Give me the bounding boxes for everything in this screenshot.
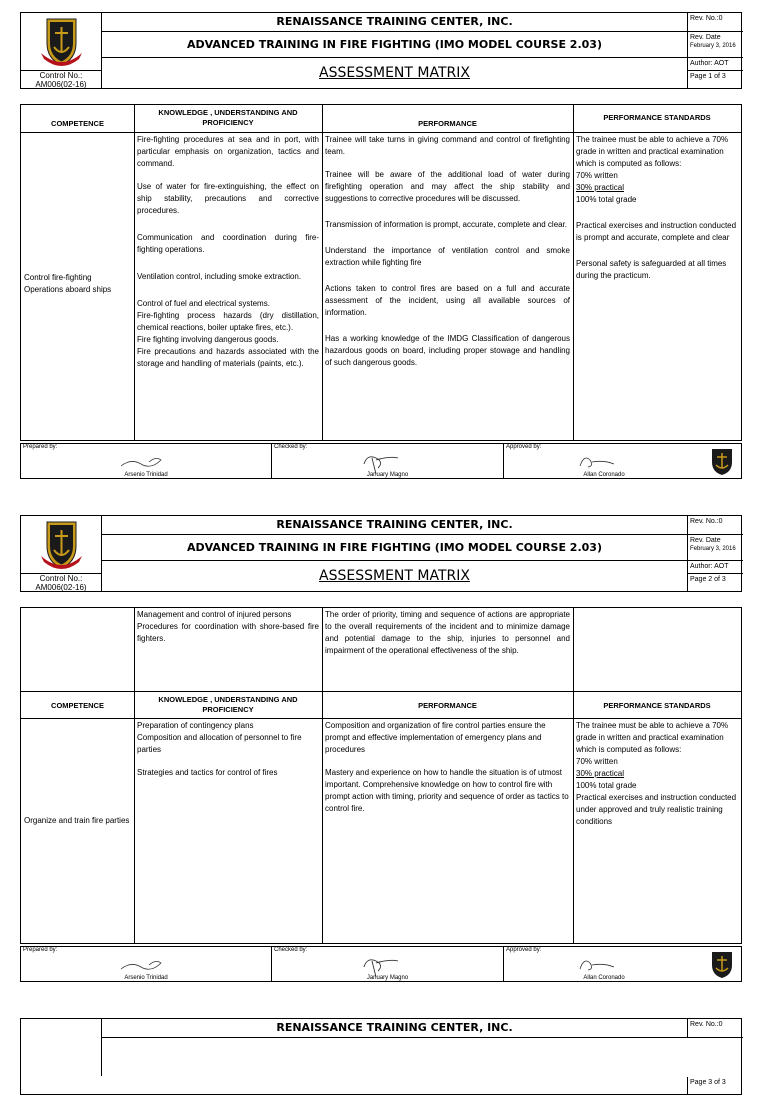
page-header: [20, 515, 742, 592]
knowledge-cell: [134, 133, 322, 371]
rev-date: Rev. Date February 3, 2016: [687, 32, 743, 58]
knowledge-item: Ventilation control, including smoke extraction.: [137, 272, 302, 281]
signature-footer: [20, 946, 742, 982]
standards-intro: The trainee must be able to achieve a 70% grade in written and practical examination which is computed as follows:: [576, 721, 729, 754]
standards-exercises: Practical exercises and instruction conducted is prompt and accurate, complete and clear: [576, 221, 737, 242]
company-logo: [21, 516, 102, 573]
prepared-label: Prepared by:: [23, 444, 58, 450]
approved-signature: [504, 955, 704, 973]
page-number: Page 3 of 3: [687, 1077, 743, 1095]
knowledge-item: Fire-fighting procedures at sea and in port, with particular emphasis on organization, tactics and command.: [137, 135, 319, 168]
signature-footer: [20, 443, 742, 479]
company-seal: [707, 949, 737, 979]
checked-signature: [272, 452, 504, 470]
author: Author: AOT: [687, 561, 743, 574]
knowledge-item: Management and control of injured persons: [137, 610, 292, 619]
standards-total: 100% total grade: [576, 195, 637, 204]
standards-practical: 30% practical: [576, 769, 625, 778]
page-number: Page 2 of 3: [687, 574, 743, 592]
document-page-2: [20, 515, 742, 985]
page-header: [20, 12, 742, 89]
performance-item: Trainee will take turns in giving command and control of firefighting team.: [325, 135, 570, 156]
knowledge-item: Strategies and tactics for control of fires: [137, 768, 278, 777]
checked-name: January Magno: [366, 472, 409, 478]
performance-item: Transmission of information is prompt, accurate, complete and clear.: [325, 220, 568, 229]
course-title: ADVANCED TRAINING IN FIRE FIGHTING (IMO MODEL COURSE 2.03): [102, 32, 687, 58]
document-page-1: [20, 12, 742, 480]
approved-name: Allan Coronado: [583, 472, 625, 478]
prepared-signature: [21, 452, 271, 470]
approved-label: Approved by:: [506, 947, 542, 953]
approved-label: Approved by:: [506, 444, 542, 450]
company-name: RENAISSANCE TRAINING CENTER, INC.: [102, 516, 687, 535]
rev-no: Rev. No.:0: [687, 1019, 743, 1038]
document-title: ASSESSMENT MATRIX: [319, 65, 470, 81]
standards-practical: 30% practical: [576, 183, 625, 192]
knowledge-cell: [134, 719, 322, 780]
rev-no: Rev. No.:0: [687, 516, 743, 535]
standards-total: 100% total grade: [576, 781, 637, 790]
checked-signature: [272, 955, 504, 973]
assessment-table: [20, 104, 742, 441]
performance-cell-continued: The order of priority, timing and sequence of actions are appropriate to the overall requirements of the incident and to minimize damage and potential damage to the ship, injuries to personnel and impairment of the operational effectiveness of the ship.: [325, 610, 570, 655]
col-standards: PERFORMANCE STANDARDS: [603, 701, 711, 710]
col-knowledge: KNOWLEDGE , UNDERSTANDING AND PROFICIENCY: [158, 695, 298, 714]
standards-cell: [573, 719, 741, 829]
knowledge-item: Procedures for coordination with shore-based fire fighters.: [137, 622, 319, 643]
performance-item: Composition and organization of fire control parties ensure the prompt and effective implementation of emergency plans and procedures: [325, 721, 546, 754]
assessment-table: [20, 607, 742, 944]
standards-written: 70% written: [576, 171, 618, 180]
competence-cell: Control fire-fighting Operations aboard ships: [24, 273, 112, 294]
performance-cell: [322, 133, 573, 370]
col-competence: COMPETENCE: [51, 701, 104, 710]
performance-item: Understand the importance of ventilation control and smoke extraction while fighting fire: [325, 246, 570, 267]
page-header: [20, 1018, 742, 1095]
checked-label: Checked by:: [274, 947, 308, 953]
prepared-name: Arsenio Trinidad: [124, 975, 168, 981]
standards-exercises: Practical exercises and instruction conducted under approved and truly realistic training conditions: [576, 793, 737, 826]
performance-item: Actions taken to control fires are based on a full and accurate assessment of the incident, using all available sources of information.: [325, 284, 570, 317]
approved-signature: [504, 452, 704, 470]
knowledge-item: Fire precautions and hazards associated with the storage and handling of materials (paints, etc.).: [137, 347, 319, 368]
col-performance: PERFORMANCE: [418, 701, 477, 710]
author: Author: AOT: [687, 58, 743, 71]
standards-safety: Personal safety is safeguarded at all times during the practicum.: [576, 259, 727, 280]
standards-cell: [573, 133, 741, 283]
col-standards: PERFORMANCE STANDARDS: [603, 113, 711, 122]
control-number: Control No.: AM006(02-16): [21, 573, 102, 592]
competence-cell: Organize and train fire parties: [24, 816, 130, 825]
knowledge-item: Communication and coordination during fire-fighting operations.: [137, 233, 319, 254]
document-page-3: [20, 1018, 742, 1086]
checked-label: Checked by:: [274, 444, 308, 450]
standards-intro: The trainee must be able to achieve a 70% grade in written and practical examination which is computed as follows:: [576, 135, 729, 168]
page-number: Page 1 of 3: [687, 71, 743, 89]
prepared-name: Arsenio Trinidad: [124, 472, 168, 478]
checked-name: January Magno: [366, 975, 409, 981]
course-title: ADVANCED TRAINING IN FIRE FIGHTING (IMO MODEL COURSE 2.03): [102, 535, 687, 561]
standards-written: 70% written: [576, 757, 618, 766]
approved-name: Allan Coronado: [583, 975, 625, 981]
rev-no: Rev. No.:0: [687, 13, 743, 32]
col-performance: PERFORMANCE: [418, 119, 477, 128]
col-knowledge: KNOWLEDGE , UNDERSTANDING AND PROFICIENCY: [158, 108, 298, 127]
performance-cell: [322, 719, 573, 816]
knowledge-item: Fire-fighting process hazards (dry distillation, chemical reactions, boiler uptake fires, etc.).: [137, 311, 319, 332]
knowledge-item: Control of fuel and electrical systems.: [137, 299, 270, 308]
prepared-signature: [21, 955, 271, 973]
knowledge-item: Fire fighting involving dangerous goods.: [137, 335, 279, 344]
company-name: RENAISSANCE TRAINING CENTER, INC.: [102, 1019, 687, 1038]
company-name: RENAISSANCE TRAINING CENTER, INC.: [102, 13, 687, 32]
knowledge-item: Preparation of contingency plans: [137, 721, 254, 730]
document-title: ASSESSMENT MATRIX: [319, 568, 470, 584]
knowledge-item: Composition and allocation of personnel to fire parties: [137, 733, 302, 754]
knowledge-cell-continued: [134, 608, 322, 646]
performance-item: Trainee will be aware of the additional load of water during firefighting operation and may affect the ship stability and suggestions to corrective procedures will be discussed.: [325, 170, 570, 203]
prepared-label: Prepared by:: [23, 947, 58, 953]
control-number: Control No.: AM006(02-16): [21, 70, 102, 89]
knowledge-item: Use of water for fire-extinguishing, the effect on ship stability, precautions and corrective procedures.: [137, 182, 319, 215]
company-logo: [21, 13, 102, 70]
company-seal: [707, 446, 737, 476]
company-logo: [21, 1019, 102, 1076]
col-competence: COMPETENCE: [51, 119, 104, 128]
performance-item: Mastery and experience on how to handle the situation is of utmost important. Comprehensive knowledge on how to control fire with prompt action with timing, priority and sequence of order as tactics to control fire.: [325, 768, 569, 813]
rev-date: Rev. Date February 3, 2016: [687, 535, 743, 561]
performance-item: Has a working knowledge of the IMDG Classification of dangerous hazardous goods on board, including proper stowage and handling of such dangerous goods.: [325, 334, 570, 367]
